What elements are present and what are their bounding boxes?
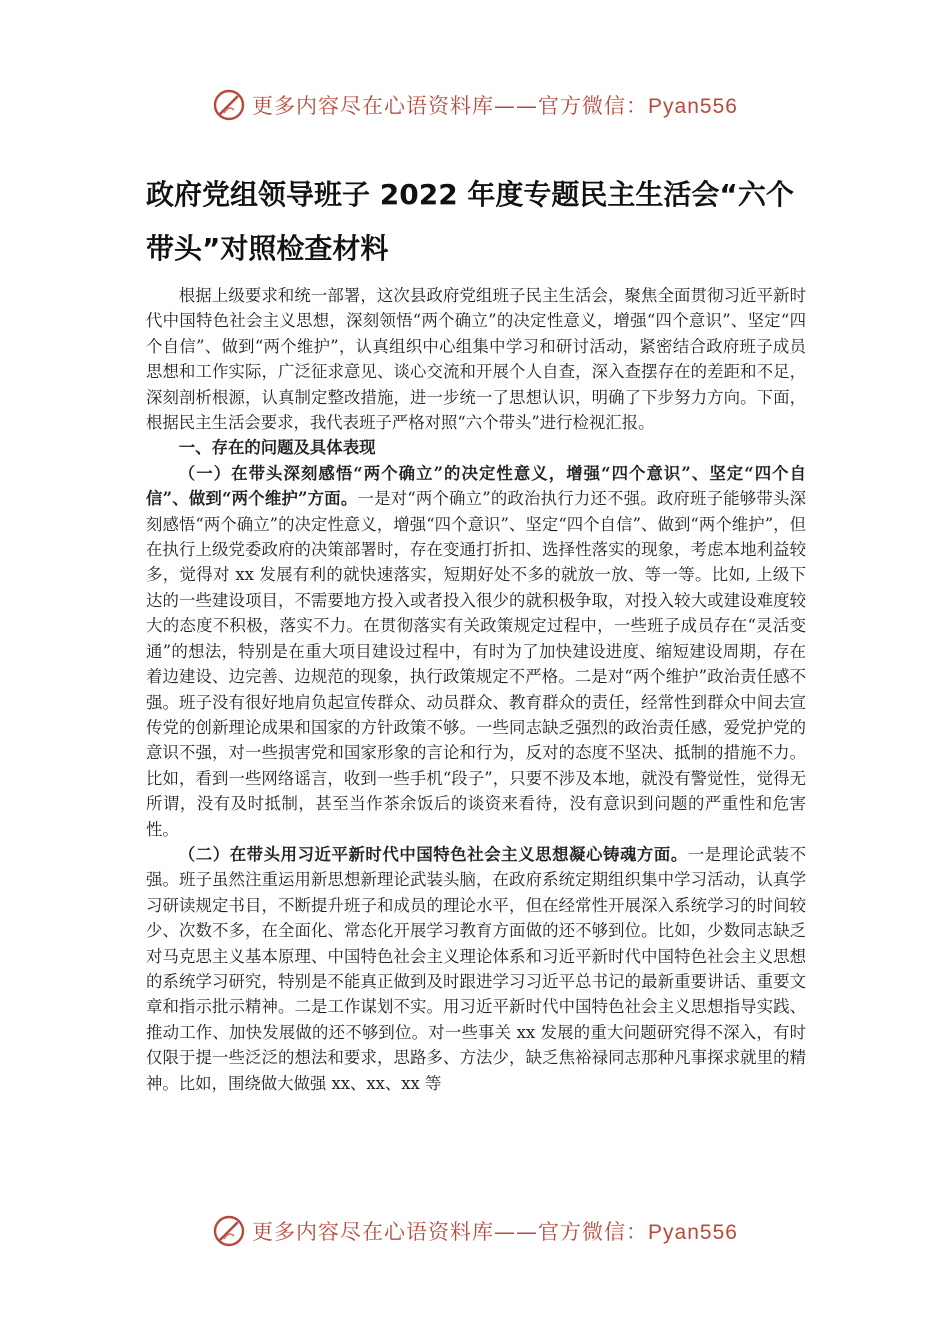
intro-paragraph: 根据上级要求和统一部署，这次县政府党组班子民主生活会，聚焦全面贯彻习近平新时代中国特色社会主义思想，深刻领悟“两个确立”的决定性意义，增强“四个意识”、坚定“四个自信”、做到“两个维护”，认真组织中心组集中学习和研讨活动，紧密结合政府班子成员思想和工作实际，广泛征求意见、谈心交流和开展个人自查，深入查摆存在的差距和不足，深刻剖析根源，认真制定整改措施，进一步统一了思想认识，明确了下步努力方向。下面，根据民主生活会要求，我代表班子严格对照“六个带头”进行检视汇报。 (146, 286, 806, 433)
watermark-text: 更多内容尽在心语资料库——官方微信：Pyan556 (252, 94, 738, 118)
section-heading: 一、存在的问题及具体表现 (178, 438, 376, 458)
section2-body: 一是理论武装不强。班子虽然注重运用新思想新理论武装头脑，在政府系统定期组织集中学习活动，认真学习研读规定书目，不断提升班子和成员的理论水平，但在经常性开展深入系统学习的时间较少、次数不多，在全面化、常态化开展学习教育方面做的还不够到位。比如，少数同志缺乏对马克思主义基本原理、中国特色社会主义理论体系和习近平新时代中国特色社会主义思想的系统学习研究，特别是不能真正做到及时跟进学习习近平总书记的最新重要讲话、重要文章和指示批示精神。二是工作谋划不实。用习近平新时代中国特色社会主义思想指导实践、推动工作、加快发展做的还不够到位。对一些事关 xx 发展的重大问题研究得不深入，有时仅限于提一些泛泛的想法和要求，思路多、方法少，缺乏焦裕禄同志那种凡事探求就里的精神。比如，围绕做大做强 xx、xx、xx 等 (146, 844, 807, 1093)
document-body (146, 283, 806, 1096)
section1-heading: （一）在带头深刻感悟“两个确立”的决定性意义，增强“四个意识”、坚定“四个自信”、做到“两个维护”方面。 (146, 463, 806, 509)
brand-logo-icon (212, 1214, 246, 1248)
watermark-banner-top (0, 82, 950, 128)
watermark-text: 更多内容尽在心语资料库——官方微信：Pyan556 (252, 1220, 738, 1244)
section1-paragraph (146, 461, 806, 842)
section2-heading: （二）在带头用习近平新时代中国特色社会主义思想凝心铸魂方面。 (178, 844, 688, 864)
brand-logo-icon (212, 88, 246, 122)
section2-paragraph (146, 842, 806, 1096)
section1-body: 一是对“两个确立”的政治执行力还不强。政府班子能够带头深刻感悟“两个确立”的决定性意义，增强“四个意识”、坚定“四个自信”、做到“两个维护”，但在执行上级党委政府的决策部署时，存在变通打折扣、选择性落实的现象，考虑本地利益较多，觉得对 xx 发展有利的就快速落实，短期好处不多的就放一放、等一等。比如, 上级下达的一些建设项目，不需要地方投入或者投入很少的就积极争取，对投入较大或建设难度较大的态度不积极，落实不力。在贯彻落实有关政策规定过程中，一些班子成员存在“灵活变通”的想法，特别是在重大项目建设过程中，有时为了加快建设进度、缩短建设周期，存在着边建设、边完善、边规范的现象，执行政策规定不严格。二是对“两个维护”政治责任感不强。班子没有很好地肩负起宣传群众、动员群众、教育群众的责任，经常性到群众中间去宣传党的创新理论成果和国家的方针政策不够。一些同志缺乏强烈的政治责任感，爱党护党的意识不强，对一些损害党和国家形象的言论和行为，反对的态度不坚决、抵制的措施不力。比如，看到一些网络谣言，收到一些手机“段子”，只要不涉及本地，就没有警觉性，觉得无所谓，没有及时抵制，甚至当作茶余饭后的谈资来看待，没有意识到问题的严重性和危害性。 (146, 489, 806, 839)
document-title: 政府党组领导班子 2022 年度专题民主生活会“六个带头”对照检查材料 (146, 178, 794, 265)
watermark-banner-bottom (0, 1208, 950, 1254)
